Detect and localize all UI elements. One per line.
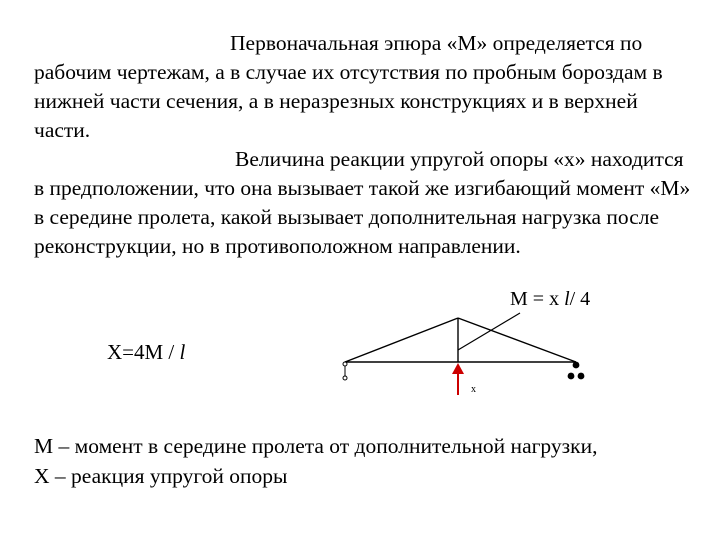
moment-formula-suffix: / 4 (569, 288, 591, 310)
paragraph-1 (34, 29, 694, 145)
right-support-hinge (573, 362, 580, 369)
reaction-arrow-label: х (471, 384, 476, 395)
paragraph-2-text: Величина реакции упругой опоры «х» находится в предположении, что она вызывает такой же изгибающий момент «М» в середине пролета, какой вызывает дополнительная нагрузка после реконструкции, но в противоположном направлении. (34, 147, 691, 258)
moment-diagram (330, 310, 600, 410)
right-support-roller-left (568, 373, 575, 380)
right-support-roller-right (578, 373, 585, 380)
reaction-formula-prefix: Х=4М / (107, 340, 180, 364)
moment-formula-span-variable: l (564, 288, 570, 310)
legend-line-2: Х – реакция упругой опоры (34, 464, 288, 488)
left-support-top-hinge (343, 362, 347, 366)
paragraph-1-text: Первоначальная эпюра «М» определяется по рабочим чертежам, а в случае их отсутствия по пробным бороздам в нижней части сечения, а в неразрезных конструкциях и в верхней части. (34, 31, 663, 142)
moment-formula (510, 288, 590, 311)
legend-line-1: М – момент в середине пролета от дополнительной нагрузки, (34, 434, 598, 458)
paragraph-2 (34, 145, 694, 261)
legend (34, 431, 704, 491)
reaction-arrow-head (452, 363, 464, 374)
left-support-bottom-hinge (343, 376, 347, 380)
leader-line (458, 313, 520, 350)
reaction-formula (107, 340, 185, 365)
moment-diagram-left-edge (345, 318, 458, 362)
moment-formula-prefix: М = х (510, 288, 565, 310)
reaction-formula-span-variable: l (179, 340, 186, 364)
